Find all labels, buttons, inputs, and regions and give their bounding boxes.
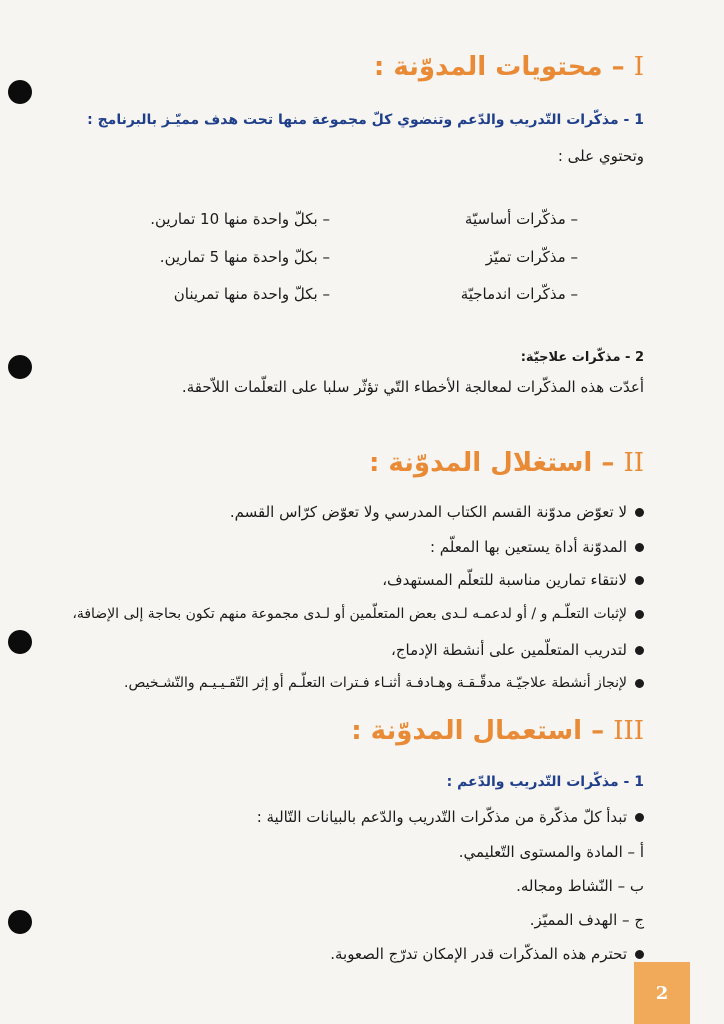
info-line: ب – النّشاط ومجاله.: [516, 877, 644, 895]
bullet-icon: [635, 813, 644, 822]
list-item-text: لتدريب المتعلّمين على أنشطة الإدماج،: [391, 641, 627, 659]
binder-hole: [8, 355, 32, 379]
section1-contains: وتحتوي على :: [557, 147, 644, 165]
type-detail: – بكلّ واحدة منها تمرينان: [173, 285, 330, 303]
bullet-icon: [635, 679, 644, 688]
list-item: [257, 808, 644, 826]
section2-title: – استغلال المدوّنة :: [368, 448, 615, 478]
list-item: [230, 503, 644, 521]
section3-title: – استعمال المدوّنة :: [351, 716, 605, 746]
type-name: – مذكّرات أساسيّة: [464, 210, 578, 228]
type-detail: – بكلّ واحدة منها 5 تمارين.: [159, 248, 330, 266]
bullet-icon: [635, 950, 644, 959]
list-item-text: لإنجاز أنشطة علاجيّـة مدقّـقـة وهـادفـة أثنـاء فـترات التعلّـم أو إثر التّقـيـيـم والتّشـخيص.: [124, 675, 627, 691]
page-number: 2: [634, 962, 690, 1024]
list-item-text: لا تعوّض مدوّنة القسم الكتاب المدرسي ولا تعوّض كرّاس القسم.: [229, 503, 627, 521]
list-item-text: تبدأ كلّ مذكّرة من مذكّرات التّدريب والدّعم بالبيانات التّالية :: [256, 808, 627, 826]
section1-title: – محتويات المدوّنة :: [373, 52, 625, 82]
bullet-icon: [635, 543, 644, 552]
list-item: [124, 675, 644, 691]
list-item-text: لإثبات التعلّـم و / أو لدعمـه لـدى بعض المتعلّمين أو لـدى مجموعة منهم تكون بحاجة إلى الإضافة،: [72, 606, 627, 622]
binder-hole: [8, 910, 32, 934]
section1-item2-text: أعدّت هذه المذكّرات لمعالجة الأخطاء التّي تؤثّر سلبا على التعلّمات اللاّحقة.: [181, 378, 644, 396]
info-line: ج – الهدف المميّز.: [529, 911, 644, 929]
section3-number: III: [613, 716, 644, 746]
type-name: – مذكّرات اندماجيّة: [460, 285, 578, 303]
bullet-icon: [635, 610, 644, 619]
list-item-text: المدوّنة أداة يستعين بها المعلّم :: [429, 538, 627, 556]
list-item: [391, 641, 644, 659]
bullet-icon: [635, 508, 644, 517]
list-item: [72, 606, 644, 622]
section1-heading: [374, 52, 644, 82]
list-item: [330, 945, 644, 963]
type-detail: – بكلّ واحدة منها 10 تمارين.: [150, 210, 330, 228]
section2-number: II: [623, 448, 644, 478]
section3-heading: [351, 716, 644, 746]
type-name: – مذكّرات تميّز: [485, 248, 578, 266]
section2-heading: [369, 448, 644, 478]
section1-item1: 1 - مذكّرات التّدريب والدّعم وتنضوي كلّ مجموعة منها تحت هدف مميّـز بالبرنامج :: [87, 112, 644, 128]
bullet-icon: [635, 576, 644, 585]
binder-hole: [8, 630, 32, 654]
section1-item2: 2 - مذكّرات علاجيّة:: [520, 350, 644, 365]
section1-number: I: [633, 52, 644, 82]
bullet-icon: [635, 646, 644, 655]
list-item: [430, 538, 644, 556]
binder-hole: [8, 80, 32, 104]
list-item-text: تحترم هذه المذكّرات قدر الإمكان تدرّج الصعوبة.: [330, 945, 627, 963]
list-item-text: لانتقاء تمارين مناسبة للتعلّم المستهدف،: [382, 571, 627, 589]
info-line: أ – المادة والمستوى التّعليمي.: [458, 843, 644, 861]
section3-item1: 1 - مذكّرات التّدريب والدّعم :: [446, 774, 644, 790]
list-item: [382, 571, 644, 589]
